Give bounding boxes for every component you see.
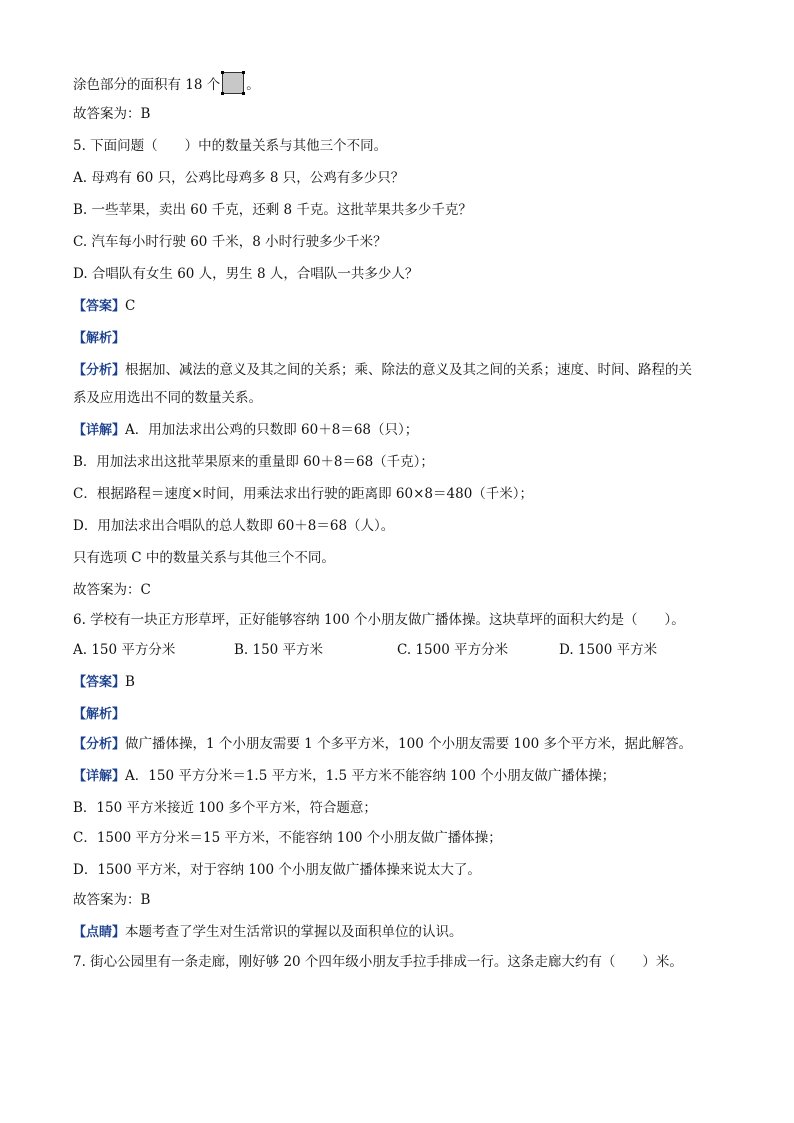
q5-option-a: A. 母鸡有 60 只，公鸡比母鸡多 8 只，公鸡有多少只？: [73, 170, 405, 186]
q6-option-c: C. 1500 平方分米: [397, 642, 509, 658]
dianjing-label: 【点睛】: [73, 925, 126, 940]
fenxi-label: 【分析】: [73, 737, 126, 752]
q5-option-b: B. 一些苹果，卖出 60 千克，还剩 8 千克。这批苹果共多少千克？: [73, 202, 472, 218]
q5-fenxi-cont: 系及应用选出不同的数量关系。: [73, 390, 262, 406]
q5-answer: [73, 296, 135, 317]
q5-analysis-label: 【解析】: [73, 331, 126, 346]
q6-option-a: A. 150 平方分米: [73, 642, 176, 658]
q5-conclusion: 只有选项 C 中的数量关系与其他三个不同。: [73, 550, 335, 566]
q5-detail-a: 【详解】A．用加法求出公鸡的只数即 60＋8＝68（只）；: [73, 422, 419, 438]
q6-fenxi: 【分析】做广播体操，1 个小朋友需要 1 个多平方米，100 个小朋友需要 100 多个平方米，据此解答。: [73, 736, 692, 752]
q6-detail-b: B．150 平方米接近 100 多个平方米，符合题意；: [73, 800, 377, 816]
q6-analysis-label: 【解析】: [73, 707, 126, 722]
q4-area-text: 涂色部分的面积有 18 个 。: [73, 72, 260, 95]
q5-option-c: C. 汽车每小时行驶 60 千米，8 小时行驶多少千米？: [73, 234, 387, 250]
detail-label: 【详解】: [73, 423, 126, 438]
q5-detail-d: D．用加法求出合唱队的总人数即 60＋8＝68（人）。: [73, 518, 395, 534]
q6-final-answer: 故答案为：B: [73, 892, 151, 908]
q6-option-b: B. 150 平方米: [234, 642, 324, 658]
q6-detail-d: D．1500 平方米，对于容纳 100 个小朋友做广播体操来说太大了。: [73, 862, 481, 878]
q5-detail-c: C．根据路程＝速度×时间，用乘法求出行驶的距离即 60×8＝480（千米）；: [73, 486, 534, 502]
detail-label: 【详解】: [73, 769, 126, 784]
q6-option-d: D. 1500 平方米: [559, 642, 658, 658]
gray-unit-square-icon: [222, 72, 244, 94]
q6-stem: 6. 学校有一块正方形草坪，正好能够容纳 100 个小朋友做广播体操。这块草坪的面积大约是（ ）。: [73, 612, 685, 628]
q5-fenxi: 【分析】根据加、减法的意义及其之间的关系；乘、除法的意义及其之间的关系；速度、时间、路程的关: [73, 362, 693, 378]
q6-dianjing: 【点睛】本题考查了学生对生活常识的掌握以及面积单位的认识。: [73, 924, 463, 940]
answer-value: B: [125, 674, 135, 690]
fenxi-label: 【分析】: [73, 363, 126, 378]
q6-options: [73, 640, 723, 660]
answer-value: C: [125, 298, 136, 314]
q7-stem: 7. 街心公园里有一条走廊，刚好够 20 个四年级小朋友手拉手排成一行。这条走廊大约有（ ）米。: [73, 954, 683, 970]
q5-option-d: D. 合唱队有女生 60 人，男生 8 人，合唱队一共多少人？: [73, 266, 419, 282]
answer-label: 【答案】: [73, 299, 126, 314]
q5-detail-b: B．用加法求出这批苹果原来的重量即 60＋8＝68（千克）；: [73, 454, 434, 470]
q5-final-answer: 故答案为：C: [73, 582, 151, 598]
answer-label: 【答案】: [73, 675, 126, 690]
q4-final-answer: 故答案为：B: [73, 106, 151, 122]
q6-detail-a: 【详解】A．150 平方分米＝1.5 平方米，1.5 平方米不能容纳 100 个小朋友做广播体操；: [73, 768, 616, 784]
q5-stem: 5. 下面问题（ ）中的数量关系与其他三个不同。: [73, 138, 388, 154]
q6-answer: [73, 672, 135, 693]
q6-detail-c: C．1500 平方分米＝15 平方米，不能容纳 100 个小朋友做广播体操；: [73, 830, 502, 846]
